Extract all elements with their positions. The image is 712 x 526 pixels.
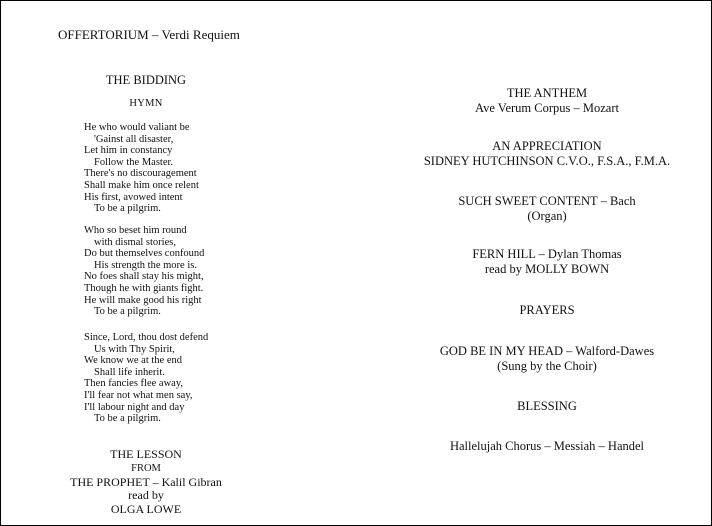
hymn-line: To be a pilgrim. <box>94 203 161 215</box>
hymn-line: His first, avowed intent <box>84 191 183 203</box>
hymn-line: 'Gainst all disaster, <box>94 133 174 145</box>
hymn-line: Us with Thy Spirit, <box>94 343 175 355</box>
hymn-line: He will make good his right <box>84 294 202 306</box>
hallelujah-line: Hallelujah Chorus – Messiah – Handel <box>449 439 645 453</box>
appreciation-title: AN APPRECIATION <box>492 139 602 153</box>
god-be-title: GOD BE IN MY HEAD – Walford-Dawes <box>439 344 655 358</box>
blessing-heading: BLESSING <box>517 399 577 413</box>
hymn-line: with dismal stories, <box>94 236 176 248</box>
lesson-work: THE PROPHET – Kalil Gibran <box>70 474 222 489</box>
god-be-block <box>391 344 703 373</box>
appreciation-block <box>391 139 703 168</box>
hymn-line: Do but themselves confound <box>84 248 205 260</box>
fern-hill-reader: read by MOLLY BOWN <box>484 261 610 276</box>
hymn-line: Let him in constancy <box>84 145 173 157</box>
lesson-from: FROM <box>131 462 161 474</box>
fern-hill-title: FERN HILL – Dylan Thomas <box>472 247 622 261</box>
hymn-line: Follow the Master. <box>94 156 174 168</box>
hymn-line: Though he with giants fight. <box>84 282 204 294</box>
hymn-line: Shall life inherit. <box>94 366 165 378</box>
hymn-line: Who so beset him round <box>84 225 187 236</box>
hymn-stanza-3 <box>84 332 208 425</box>
prayers-heading: PRAYERS <box>519 303 575 317</box>
appreciation-name: SIDNEY HUTCHINSON C.V.O., F.S.A., F.M.A. <box>423 153 671 168</box>
sweet-content-title: SUCH SWEET CONTENT – Bach <box>458 194 636 208</box>
hymn-line: He who would valiant be <box>84 122 190 133</box>
lesson-block <box>1 448 291 517</box>
hymn-stanza-2 <box>84 225 204 318</box>
hymn-line: His strength the more is. <box>94 259 197 271</box>
sweet-content-block <box>391 194 703 223</box>
hymn-line: To be a pilgrim. <box>94 306 161 318</box>
hymn-stanza-1 <box>84 122 199 215</box>
hymn-line: There's no discouragement <box>84 168 197 180</box>
hymn-line: No foes shall stay his might, <box>84 271 204 283</box>
hymn-line: We know we at the end <box>84 355 182 367</box>
hymn-line: Shall make him once relent <box>84 179 199 191</box>
hymn-line: To be a pilgrim. <box>94 413 161 425</box>
hymn-line: I'll labour night and day <box>84 401 185 413</box>
hymn-line: Then fancies flee away, <box>84 378 184 390</box>
hymn-line: Since, Lord, thou dost defend <box>84 332 209 343</box>
offertorium-heading: OFFERTORIUM – Verdi Requiem <box>58 27 240 42</box>
hymn-label: HYMN <box>129 98 163 109</box>
anthem-work: Ave Verum Corpus – Mozart <box>475 100 619 115</box>
fern-hill-block <box>391 247 703 276</box>
lesson-read-by: read by <box>128 488 164 503</box>
anthem-block <box>391 86 703 115</box>
lesson-title: THE LESSON <box>110 447 182 461</box>
bidding-title: THE BIDDING <box>105 73 187 87</box>
hymn-line: I'll fear not what men say, <box>84 389 193 401</box>
lesson-reader: OLGA LOWE <box>110 502 182 517</box>
anthem-title: THE ANTHEM <box>506 86 588 100</box>
sweet-content-note: (Organ) <box>527 208 567 223</box>
god-be-note: (Sung by the Choir) <box>497 358 597 373</box>
